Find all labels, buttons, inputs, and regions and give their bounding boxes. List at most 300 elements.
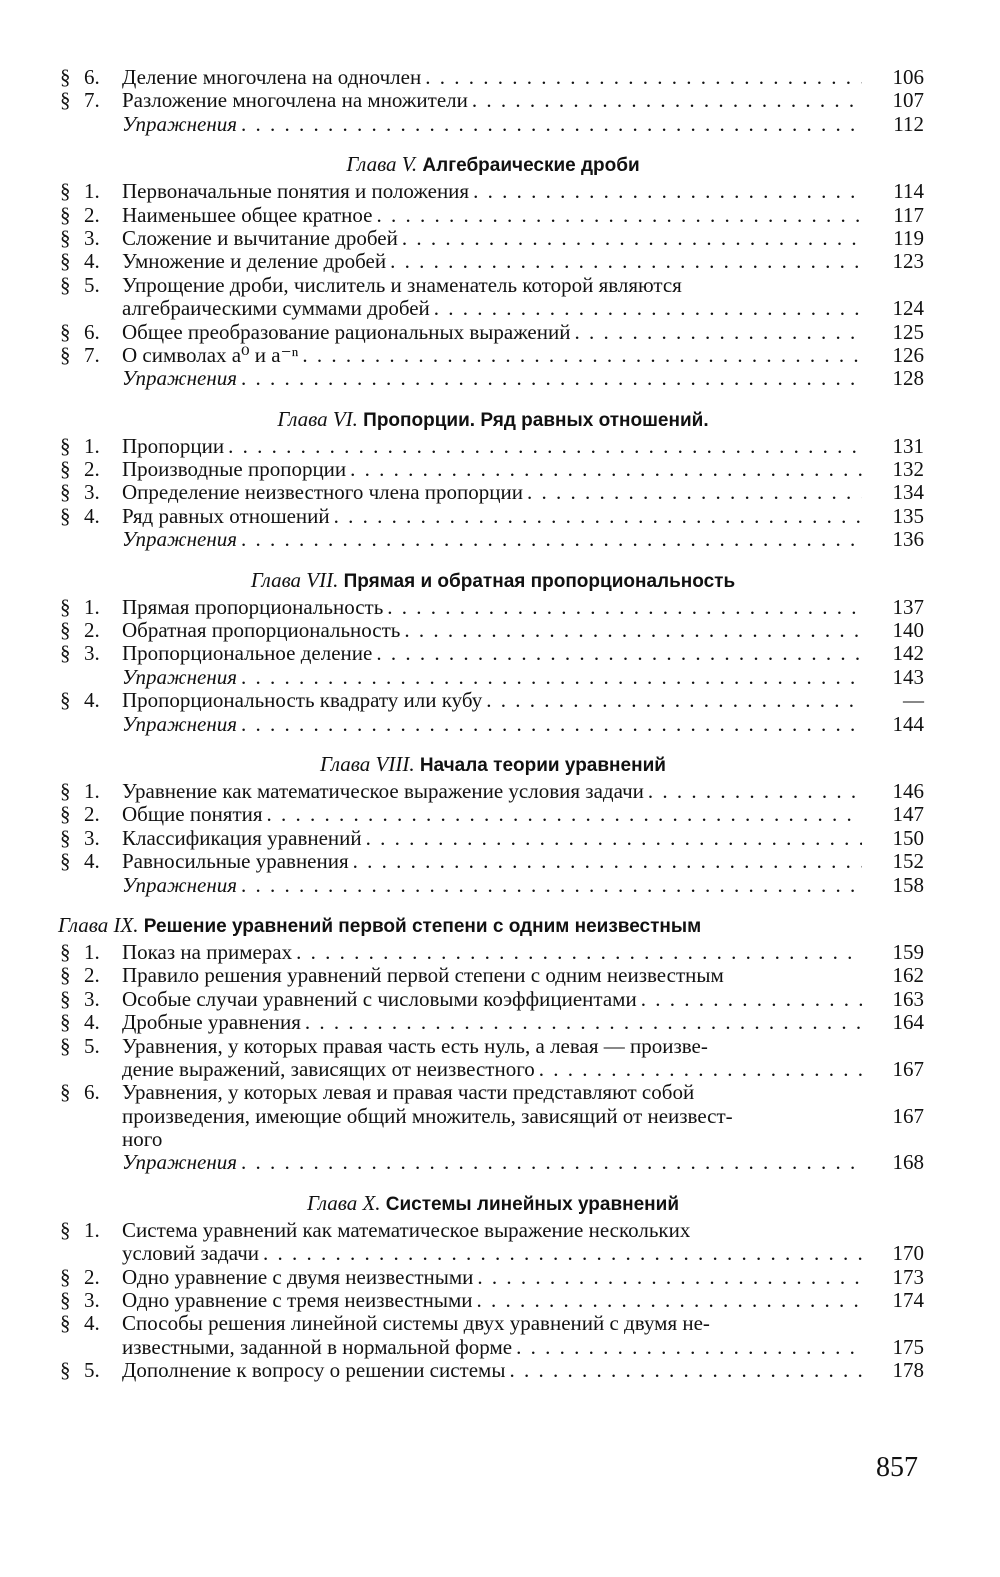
entry-number: 4. bbox=[84, 249, 100, 274]
section-sign: § bbox=[60, 319, 71, 344]
entry-text-cell bbox=[122, 227, 868, 250]
leader-dots bbox=[241, 367, 862, 390]
empty-cell bbox=[58, 1058, 84, 1081]
entry-text-cell bbox=[122, 274, 868, 297]
chapter-title: Алгебраические дроби bbox=[422, 155, 640, 177]
section-sign: § bbox=[60, 1080, 71, 1105]
leader-dots bbox=[404, 619, 862, 642]
entry-title: Производные пропорции bbox=[122, 458, 347, 482]
entry-text-cell bbox=[122, 297, 868, 320]
chapter-heading bbox=[58, 736, 928, 780]
empty-cell bbox=[868, 1128, 928, 1151]
section-sign: § bbox=[60, 272, 71, 297]
chapter-heading bbox=[58, 552, 928, 596]
toc-entry-line bbox=[58, 1359, 928, 1382]
empty-cell bbox=[84, 1105, 122, 1128]
chapter-title: Решение уравнений первой степени с одним неизвестным bbox=[143, 915, 702, 937]
entry-text-cell bbox=[122, 1359, 868, 1382]
entry-page: 128 bbox=[892, 366, 924, 391]
entry-title: дение выражений, зависящих от неизвестного bbox=[122, 1057, 535, 1081]
leader-dots bbox=[486, 689, 862, 712]
toc-entry-line bbox=[58, 850, 928, 873]
section-sign: § bbox=[60, 433, 71, 458]
entry-page: 117 bbox=[893, 202, 924, 227]
entry-page: 124 bbox=[892, 296, 924, 321]
entry-number: 4. bbox=[84, 503, 100, 528]
section-sign: § bbox=[60, 342, 71, 367]
entry-title: О символах a⁰ и a⁻ⁿ bbox=[122, 343, 299, 367]
leader-dots bbox=[402, 227, 862, 250]
entry-number: 4. bbox=[84, 688, 100, 713]
empty-cell bbox=[84, 1128, 122, 1151]
entry-page: 178 bbox=[892, 1358, 924, 1383]
entry-number: 1. bbox=[84, 594, 100, 619]
entry-text-cell bbox=[122, 1289, 868, 1312]
entry-page: 144 bbox=[892, 711, 924, 736]
entry-page: 168 bbox=[892, 1150, 924, 1175]
entry-number: 3. bbox=[84, 225, 100, 250]
entry-page: 135 bbox=[892, 503, 924, 528]
exercises-label: Упражнения bbox=[122, 873, 237, 897]
empty-cell bbox=[58, 1105, 84, 1128]
leader-dots bbox=[425, 66, 862, 89]
entry-title: Особые случаи уравнений с числовыми коэффициентами bbox=[122, 987, 637, 1011]
exercises-label: Упражнения bbox=[122, 1151, 237, 1175]
entry-number: 2. bbox=[84, 1264, 100, 1289]
entry-text-cell bbox=[122, 528, 868, 551]
entry-number: 7. bbox=[84, 88, 100, 113]
toc-entry-line bbox=[58, 1312, 928, 1335]
leader-dots bbox=[241, 528, 862, 551]
empty-cell bbox=[58, 666, 84, 689]
toc-entry-line bbox=[58, 297, 928, 320]
chapter-title: Начала теории уравнений bbox=[419, 754, 666, 776]
empty-cell bbox=[868, 274, 928, 297]
leader-dots bbox=[390, 250, 862, 273]
entry-title: Показ на примерах bbox=[122, 940, 293, 964]
leader-dots bbox=[366, 827, 862, 850]
toc-entry-line bbox=[58, 321, 928, 344]
leader-dots bbox=[263, 1242, 862, 1265]
section-sign: § bbox=[60, 1010, 71, 1035]
entry-title: Наименьшее общее кратное bbox=[122, 203, 373, 227]
entry-title: Общие понятия bbox=[122, 803, 263, 827]
empty-cell bbox=[58, 874, 84, 897]
entry-number: 5. bbox=[84, 272, 100, 297]
empty-cell bbox=[58, 113, 84, 136]
toc-entry-line bbox=[58, 619, 928, 642]
entry-page: 123 bbox=[892, 249, 924, 274]
leader-dots bbox=[241, 874, 862, 897]
entry-number: 2. bbox=[84, 202, 100, 227]
section-sign: § bbox=[60, 65, 71, 89]
chapter-label: Глава VI. bbox=[277, 406, 358, 431]
leader-dots bbox=[350, 458, 862, 481]
toc-entry-line bbox=[58, 1266, 928, 1289]
empty-cell bbox=[868, 1081, 928, 1104]
entry-text-cell bbox=[122, 113, 868, 136]
entry-page: 134 bbox=[892, 480, 924, 505]
entry-title: известными, заданной в нормальной форме bbox=[122, 1335, 513, 1359]
entry-page: 126 bbox=[892, 342, 924, 367]
entry-page: 152 bbox=[892, 849, 924, 874]
chapter-heading bbox=[58, 897, 928, 941]
entry-text-cell bbox=[122, 505, 868, 528]
entry-text-cell bbox=[122, 204, 868, 227]
entry-text-cell bbox=[122, 1058, 868, 1081]
section-sign: § bbox=[60, 179, 71, 204]
entry-text-cell bbox=[122, 1219, 868, 1242]
toc-entry-line bbox=[58, 274, 928, 297]
exercises-label: Упражнения bbox=[122, 665, 237, 689]
empty-cell bbox=[868, 1312, 928, 1335]
leader-dots bbox=[648, 780, 862, 803]
toc-entry-line bbox=[58, 780, 928, 803]
entry-title: Уравнения, у которых левая и правая части представляют собой bbox=[122, 1081, 695, 1105]
section-sign: § bbox=[60, 802, 71, 827]
entry-number: 7. bbox=[84, 342, 100, 367]
page-number: 857 bbox=[876, 1452, 918, 1483]
leader-dots bbox=[539, 1058, 862, 1081]
entry-page: 150 bbox=[892, 825, 924, 850]
entry-text-cell bbox=[122, 180, 868, 203]
entry-title: Равносильные уравнения bbox=[122, 850, 349, 874]
entry-title: Первоначальные понятия и положения bbox=[122, 180, 470, 204]
entry-page: 107 bbox=[892, 88, 924, 113]
toc-entry-line bbox=[58, 1289, 928, 1312]
empty-cell bbox=[58, 1242, 84, 1265]
toc-entry-line bbox=[58, 204, 928, 227]
empty-cell bbox=[58, 713, 84, 736]
toc-entry-line bbox=[58, 1081, 928, 1104]
leader-dots bbox=[302, 344, 862, 367]
leader-dots bbox=[376, 642, 862, 665]
entry-page: 162 bbox=[892, 963, 924, 988]
exercises-label: Упражнения bbox=[122, 367, 237, 391]
toc-entry-line bbox=[58, 596, 928, 619]
entry-title: условий задачи bbox=[122, 1242, 260, 1266]
entry-title: Пропорциональное деление bbox=[122, 642, 373, 666]
section-sign: § bbox=[60, 480, 71, 505]
empty-cell bbox=[84, 367, 122, 390]
section-sign: § bbox=[60, 202, 71, 227]
entry-page: 119 bbox=[893, 225, 924, 250]
entry-text-cell bbox=[122, 1035, 868, 1058]
section-sign: § bbox=[60, 986, 71, 1011]
entry-text-cell bbox=[122, 89, 868, 112]
toc-entry-line bbox=[58, 1035, 928, 1058]
leader-dots bbox=[241, 113, 862, 136]
entry-title: Разложение многочлена на множители bbox=[122, 89, 468, 113]
entry-page: 142 bbox=[892, 641, 924, 666]
entry-text-cell bbox=[122, 874, 868, 897]
entry-title: Определение неизвестного члена пропорции bbox=[122, 481, 523, 505]
empty-cell bbox=[58, 367, 84, 390]
entry-page: — bbox=[903, 688, 924, 713]
empty-cell bbox=[58, 297, 84, 320]
toc-entry-line bbox=[58, 1128, 928, 1151]
empty-cell bbox=[868, 1219, 928, 1242]
exercises-row bbox=[58, 713, 928, 736]
exercises-row bbox=[58, 113, 928, 136]
leader-dots bbox=[472, 89, 862, 112]
entry-text-cell bbox=[122, 642, 868, 665]
toc-entry-line bbox=[58, 642, 928, 665]
entry-page: 140 bbox=[892, 618, 924, 643]
toc-entry-line bbox=[58, 827, 928, 850]
empty-cell bbox=[58, 1336, 84, 1359]
entry-text-cell bbox=[122, 66, 868, 89]
toc-entry-line bbox=[58, 964, 928, 987]
entry-title: Ряд равных отношений bbox=[122, 504, 330, 528]
entry-page: 131 bbox=[892, 433, 924, 458]
entry-page: 125 bbox=[892, 319, 924, 344]
exercises-row bbox=[58, 367, 928, 390]
entry-text-cell bbox=[122, 666, 868, 689]
empty-cell bbox=[84, 1058, 122, 1081]
entry-number: 3. bbox=[84, 1288, 100, 1313]
entry-text-cell bbox=[122, 988, 868, 1011]
chapter-title: Пропорции. Ряд равных отношений. bbox=[363, 409, 709, 431]
entry-number: 1. bbox=[84, 433, 100, 458]
entry-number: 1. bbox=[84, 939, 100, 964]
toc-entry-line bbox=[58, 505, 928, 528]
leader-dots bbox=[228, 435, 862, 458]
entry-title: Уравнение как математическое выражение условия задачи bbox=[122, 779, 644, 803]
entry-page: 163 bbox=[892, 986, 924, 1011]
toc-entry-line bbox=[58, 1336, 928, 1359]
entry-text-cell bbox=[122, 619, 868, 642]
entry-text-cell bbox=[122, 1336, 868, 1359]
entry-text-cell bbox=[122, 941, 868, 964]
entry-page: 147 bbox=[892, 802, 924, 827]
entry-page: 106 bbox=[892, 65, 924, 89]
entry-number: 2. bbox=[84, 457, 100, 482]
empty-cell bbox=[84, 528, 122, 551]
toc-entry-line bbox=[58, 1058, 928, 1081]
toc-entry-line bbox=[58, 1219, 928, 1242]
leader-dots bbox=[241, 1151, 862, 1174]
entry-title: Умножение и деление дробей bbox=[122, 250, 387, 274]
leader-dots bbox=[641, 988, 862, 1011]
entry-title: Пропорции bbox=[122, 434, 225, 458]
section-sign: § bbox=[60, 1033, 71, 1058]
section-sign: § bbox=[60, 225, 71, 250]
exercises-row bbox=[58, 1151, 928, 1174]
leader-dots bbox=[305, 1011, 862, 1034]
entry-text-cell bbox=[122, 713, 868, 736]
leader-dots bbox=[334, 505, 862, 528]
entry-title: Обратная пропорциональность bbox=[122, 619, 401, 643]
entry-page: 167 bbox=[892, 1103, 924, 1128]
entry-text-cell bbox=[122, 1312, 868, 1335]
entry-page: 112 bbox=[893, 111, 924, 136]
entry-title: Одно уравнение с двумя неизвестными bbox=[122, 1265, 474, 1289]
leader-dots bbox=[516, 1336, 862, 1359]
leader-dots bbox=[527, 481, 862, 504]
section-sign: § bbox=[60, 688, 71, 713]
entry-text-cell bbox=[122, 458, 868, 481]
entry-text-cell bbox=[122, 1242, 868, 1265]
entry-number: 6. bbox=[84, 65, 100, 89]
entry-title: Упрощение дроби, числитель и знаменатель которой являются bbox=[122, 273, 682, 297]
section-sign: § bbox=[60, 1264, 71, 1289]
entry-page: 114 bbox=[893, 179, 924, 204]
entry-number: 4. bbox=[84, 1311, 100, 1336]
chapter-heading bbox=[58, 136, 928, 180]
toc-entry-line bbox=[58, 481, 928, 504]
toc-entry-line bbox=[58, 1105, 928, 1128]
entry-text-cell bbox=[122, 689, 868, 712]
entry-number: 6. bbox=[84, 1080, 100, 1105]
entry-page: 174 bbox=[892, 1288, 924, 1313]
entry-title: Деление многочлена на одночлен bbox=[122, 66, 422, 89]
section-sign: § bbox=[60, 963, 71, 988]
entry-page: 137 bbox=[892, 594, 924, 619]
entry-page: 159 bbox=[892, 939, 924, 964]
entry-number: 2. bbox=[84, 618, 100, 643]
entry-title: Система уравнений как математическое выражение нескольких bbox=[122, 1218, 691, 1242]
section-sign: § bbox=[60, 1358, 71, 1383]
entry-page: 173 bbox=[892, 1264, 924, 1289]
entry-number: 3. bbox=[84, 986, 100, 1011]
section-sign: § bbox=[60, 249, 71, 274]
entry-text-cell bbox=[122, 964, 868, 987]
leader-dots bbox=[434, 297, 862, 320]
leader-dots bbox=[267, 803, 862, 826]
chapter-heading bbox=[58, 391, 928, 435]
entry-text-cell bbox=[122, 435, 868, 458]
toc-entry-line bbox=[58, 458, 928, 481]
exercises-label: Упражнения bbox=[122, 528, 237, 552]
leader-dots bbox=[509, 1359, 862, 1382]
entry-number: 1. bbox=[84, 778, 100, 803]
entry-page: 132 bbox=[892, 457, 924, 482]
toc-entry-line bbox=[58, 435, 928, 458]
exercises-row bbox=[58, 666, 928, 689]
entry-text-cell bbox=[122, 367, 868, 390]
chapter-label: Глава VIII. bbox=[320, 751, 415, 776]
empty-cell bbox=[84, 1242, 122, 1265]
section-sign: § bbox=[60, 641, 71, 666]
entry-text-cell bbox=[122, 1151, 868, 1174]
entry-title: Общее преобразование рациональных выражений bbox=[122, 320, 571, 344]
entry-text-cell bbox=[122, 1105, 868, 1128]
entry-text-cell bbox=[122, 1266, 868, 1289]
toc-entry-line bbox=[58, 250, 928, 273]
entry-text-cell bbox=[122, 850, 868, 873]
entry-title: Дробные уравнения bbox=[122, 1011, 301, 1035]
empty-cell bbox=[84, 297, 122, 320]
toc-entry-line bbox=[58, 66, 928, 89]
leader-dots bbox=[574, 321, 862, 344]
empty-cell bbox=[58, 1151, 84, 1174]
leader-dots bbox=[241, 713, 862, 736]
empty-cell bbox=[84, 713, 122, 736]
entry-number: 1. bbox=[84, 179, 100, 204]
exercises-label: Упражнения bbox=[122, 112, 237, 136]
toc-entry-line bbox=[58, 988, 928, 1011]
entry-text-cell bbox=[122, 780, 868, 803]
entry-text-cell bbox=[122, 481, 868, 504]
empty-cell bbox=[58, 528, 84, 551]
entry-page: 158 bbox=[892, 872, 924, 897]
entry-page: 146 bbox=[892, 778, 924, 803]
entry-title: произведения, имеющие общий множитель, зависящий от неизвест- bbox=[122, 1104, 733, 1128]
leader-dots bbox=[376, 204, 862, 227]
entry-title: алгебраическими суммами дробей bbox=[122, 297, 430, 321]
toc-entry-line bbox=[58, 689, 928, 712]
entry-page: 175 bbox=[892, 1334, 924, 1359]
section-sign: § bbox=[60, 778, 71, 803]
entry-number: 2. bbox=[84, 963, 100, 988]
entry-page: 143 bbox=[892, 664, 924, 689]
entry-title: Уравнения, у которых правая часть есть нуль, а левая — произве- bbox=[122, 1034, 708, 1058]
chapter-label: Глава IX. bbox=[58, 912, 139, 937]
chapter-title: Системы линейных уравнений bbox=[385, 1193, 680, 1215]
leader-dots bbox=[353, 850, 862, 873]
entry-page: 167 bbox=[892, 1056, 924, 1081]
section-sign: § bbox=[60, 849, 71, 874]
section-sign: § bbox=[60, 825, 71, 850]
entry-page: 170 bbox=[892, 1241, 924, 1266]
entry-page: 164 bbox=[892, 1010, 924, 1035]
entry-number: 3. bbox=[84, 641, 100, 666]
exercises-row bbox=[58, 874, 928, 897]
entry-text-cell bbox=[122, 827, 868, 850]
leader-dots bbox=[477, 1266, 862, 1289]
entry-text-cell bbox=[122, 1011, 868, 1034]
toc-entry-line bbox=[58, 803, 928, 826]
entry-title: Правило решения уравнений первой степени с одним неизвестным bbox=[122, 964, 724, 988]
section-sign: § bbox=[60, 618, 71, 643]
section-sign: § bbox=[60, 1217, 71, 1242]
toc-entry-line bbox=[58, 89, 928, 112]
entry-number: 2. bbox=[84, 802, 100, 827]
section-sign: § bbox=[60, 457, 71, 482]
entry-title: Дополнение к вопросу о решении системы bbox=[122, 1359, 506, 1383]
leader-dots bbox=[241, 666, 862, 689]
exercises-row bbox=[58, 528, 928, 551]
section-sign: § bbox=[60, 88, 71, 113]
empty-cell bbox=[84, 1151, 122, 1174]
entry-title: Сложение и вычитание дробей bbox=[122, 226, 398, 250]
leader-dots bbox=[387, 596, 862, 619]
leader-dots bbox=[296, 941, 862, 964]
leader-dots bbox=[473, 180, 862, 203]
entry-number: 3. bbox=[84, 480, 100, 505]
toc-entry-line bbox=[58, 1011, 928, 1034]
empty-cell bbox=[84, 874, 122, 897]
entry-number: 5. bbox=[84, 1033, 100, 1058]
section-sign: § bbox=[60, 594, 71, 619]
table-of-contents bbox=[58, 66, 928, 1383]
exercises-label: Упражнения bbox=[122, 712, 237, 736]
chapter-label: Глава VII. bbox=[250, 567, 339, 592]
entry-text-cell bbox=[122, 321, 868, 344]
empty-cell bbox=[868, 1035, 928, 1058]
toc-entry-line bbox=[58, 941, 928, 964]
empty-cell bbox=[84, 666, 122, 689]
section-sign: § bbox=[60, 1288, 71, 1313]
entry-title: ного bbox=[122, 1128, 163, 1152]
entry-number: 4. bbox=[84, 849, 100, 874]
leader-dots bbox=[477, 1289, 862, 1312]
entry-title: Пропорциональность квадрату или кубу bbox=[122, 689, 483, 713]
toc-entry-line bbox=[58, 344, 928, 367]
toc-entry-line bbox=[58, 227, 928, 250]
entry-number: 6. bbox=[84, 319, 100, 344]
